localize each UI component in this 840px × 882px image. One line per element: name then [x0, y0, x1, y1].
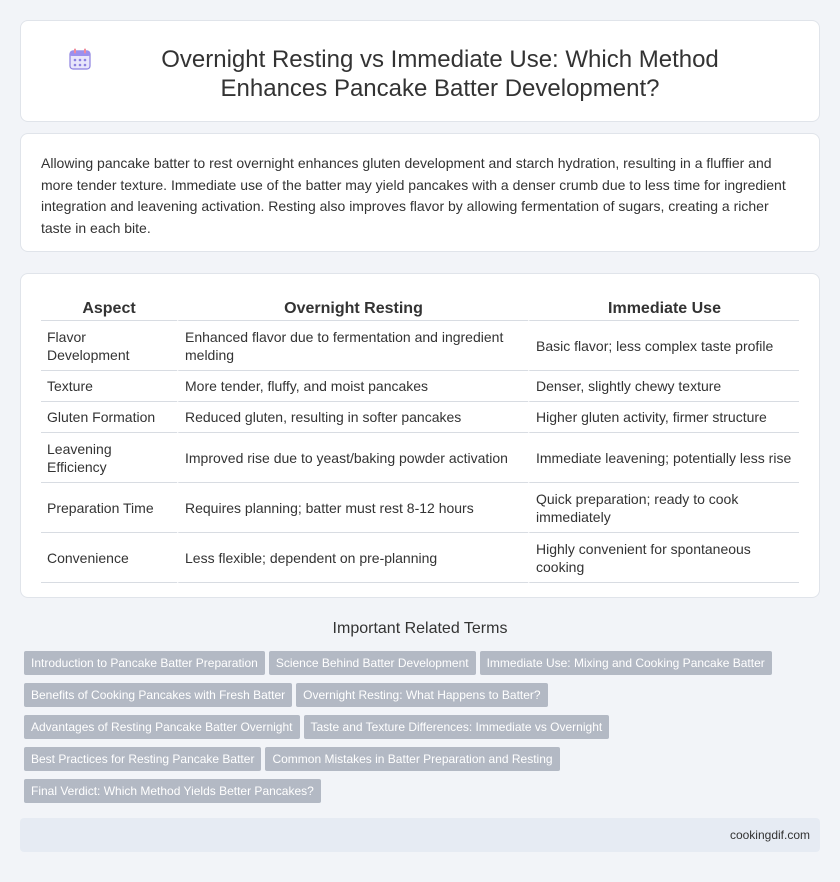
related-terms-list	[24, 651, 804, 811]
related-terms-heading: Important Related Terms	[332, 620, 508, 637]
table-cell: Less flexible; dependent on pre-planning	[177, 533, 528, 583]
table-cell: Reduced gluten, resulting in softer pancakes	[177, 402, 528, 433]
table-cell: Improved rise due to yeast/baking powder activation	[177, 433, 528, 483]
page-title: Overnight Resting vs Immediate Use: Which Method Enhances Pancake Batter Development?	[161, 46, 719, 102]
related-term-tag[interactable]: Immediate Use: Mixing and Cooking Pancake Batter	[480, 651, 772, 675]
intro-paragraph: Allowing pancake batter to rest overnight enhances gluten development and starch hydration, resulting in a fluffier and more tender texture. Immediate use of the batter may yield pancakes with a denser crumb due to less time for ingredient integration and leavening activation. Resting also improves flavor by allowing fermentation of sugars, creating a richer taste in each bite.	[41, 155, 786, 236]
intro-card	[20, 133, 820, 252]
header-card	[20, 20, 820, 122]
table-cell: Requires planning; batter must rest 8-12 hours	[177, 483, 528, 533]
table-row	[41, 533, 799, 583]
table-cell: Texture	[41, 371, 177, 402]
table-cell: Leavening Efficiency	[41, 433, 177, 483]
table-cell: Flavor Development	[41, 321, 177, 371]
table-row	[41, 371, 799, 402]
table-cell: Preparation Time	[41, 483, 177, 533]
table-row	[41, 402, 799, 433]
table-cell: Denser, slightly chewy texture	[528, 371, 799, 402]
table-cell: Enhanced flavor due to fermentation and ingredient melding	[177, 321, 528, 371]
table-cell: Quick preparation; ready to cook immediately	[528, 483, 799, 533]
table-cell: Highly convenient for spontaneous cooking	[528, 533, 799, 583]
related-term-tag[interactable]: Advantages of Resting Pancake Batter Overnight	[24, 715, 300, 739]
related-term-tag[interactable]: Introduction to Pancake Batter Preparation	[24, 651, 265, 675]
table-cell: Gluten Formation	[41, 402, 177, 433]
table-row	[41, 321, 799, 371]
column-header: Immediate Use	[528, 297, 799, 321]
related-term-tag[interactable]: Overnight Resting: What Happens to Batter?	[296, 683, 547, 707]
related-term-tag[interactable]: Common Mistakes in Batter Preparation and Resting	[265, 747, 559, 771]
footer	[20, 818, 820, 852]
column-header: Overnight Resting	[177, 297, 528, 321]
column-header: Aspect	[41, 297, 177, 321]
table-cell: Immediate leavening; potentially less rise	[528, 433, 799, 483]
table-cell: Basic flavor; less complex taste profile	[528, 321, 799, 371]
table-header-row	[41, 297, 799, 321]
comparison-table-card	[20, 273, 820, 598]
related-term-tag[interactable]: Final Verdict: Which Method Yields Better Pancakes?	[24, 779, 321, 803]
table-row	[41, 433, 799, 483]
related-term-tag[interactable]: Science Behind Batter Development	[269, 651, 476, 675]
table-cell: Convenience	[41, 533, 177, 583]
related-term-tag[interactable]: Best Practices for Resting Pancake Batter	[24, 747, 261, 771]
related-term-tag[interactable]: Taste and Texture Differences: Immediate vs Overnight	[304, 715, 610, 739]
table-row	[41, 483, 799, 533]
comparison-table	[41, 297, 799, 583]
footer-site-link[interactable]: cookingdif.com	[729, 828, 810, 842]
related-term-tag[interactable]: Benefits of Cooking Pancakes with Fresh Batter	[24, 683, 292, 707]
table-cell: Higher gluten activity, firmer structure	[528, 402, 799, 433]
table-cell: More tender, fluffy, and moist pancakes	[177, 371, 528, 402]
